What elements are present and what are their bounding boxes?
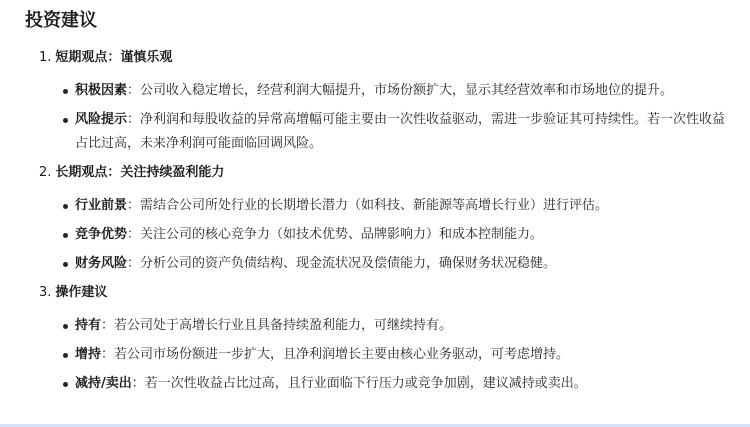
bullet-dot-icon: [63, 324, 68, 329]
list-item: [25, 108, 750, 156]
section-title: [25, 161, 750, 185]
item-key: 风险提示: [75, 112, 128, 127]
bullet-dot-icon: [63, 233, 68, 238]
list-item: [25, 194, 750, 218]
section-title-text: 长期观点：关注持续盈利能力: [55, 165, 225, 180]
item-separator: ：: [127, 83, 141, 98]
item-text: 关注公司的核心竞争力（如技术优势、品牌影响力）和成本控制能力。: [140, 227, 544, 242]
item-separator: ：: [131, 376, 145, 391]
item-separator: ：: [127, 112, 141, 127]
bullet-list: [25, 194, 750, 276]
item-text: 若公司市场份额进一步扩大，且净利润增长主要由核心业务驱动，可考虑增持。: [114, 347, 570, 362]
section-operation: [25, 281, 750, 396]
list-item: [25, 343, 750, 367]
item-key: 减持/卖出: [75, 376, 132, 391]
item-separator: ：: [127, 198, 141, 213]
bullet-dot-icon: [63, 204, 68, 209]
section-number: 1.: [39, 50, 52, 65]
bullet-list: [25, 79, 750, 156]
bullet-dot-icon: [63, 353, 68, 358]
item-key: 行业前景: [75, 198, 128, 213]
item-text: 分析公司的资产负债结构、现金流状况及偿债能力，确保财务状况稳健。: [140, 256, 557, 271]
item-key: 财务风险: [75, 256, 128, 271]
section-title: [25, 46, 750, 70]
bullet-dot-icon: [63, 89, 68, 94]
list-item: [25, 223, 750, 247]
section-title-text: 短期观点：谨慎乐观: [55, 50, 173, 65]
bullet-dot-icon: [63, 262, 68, 267]
section-short-term: [25, 46, 750, 156]
section-number: 2.: [39, 165, 52, 180]
item-key: 积极因素: [75, 83, 128, 98]
item-key: 持有: [75, 318, 102, 333]
page-title: 投资建议: [25, 10, 97, 31]
section-title-text: 操作建议: [55, 285, 108, 300]
bullet-dot-icon: [63, 382, 68, 387]
item-separator: ：: [127, 256, 141, 271]
section-long-term: [25, 161, 750, 276]
item-separator: ：: [127, 227, 141, 242]
item-separator: ：: [101, 347, 115, 362]
item-key: 增持: [75, 347, 102, 362]
list-item: [25, 372, 750, 396]
section-title: [25, 281, 750, 305]
list-item: [25, 314, 750, 338]
item-text: 公司收入稳定增长，经营利润大幅提升，市场份额扩大，显示其经营效率和市场地位的提升。: [140, 83, 674, 98]
list-item: [25, 79, 750, 103]
item-text: 若一次性收益占比过高，且行业面临下行压力或竞争加剧，建议减持或卖出。: [144, 376, 587, 391]
item-separator: ：: [101, 318, 115, 333]
bullet-list: [25, 314, 750, 396]
item-text: 净利润和每股收益的异常高增幅可能主要由一次性收益驱动，需进一步验证其可持续性。若一次性收益占比过高，未来净利润可能面临回调风险。: [75, 112, 726, 151]
item-key: 竞争优势: [75, 227, 128, 242]
item-text: 需结合公司所处行业的长期增长潜力（如科技、新能源等高增长行业）进行评估。: [140, 198, 609, 213]
item-text: 若公司处于高增长行业且具备持续盈利能力，可继续持有。: [114, 318, 453, 333]
list-item: [25, 252, 750, 276]
section-number: 3.: [39, 285, 52, 300]
bullet-dot-icon: [63, 118, 68, 123]
